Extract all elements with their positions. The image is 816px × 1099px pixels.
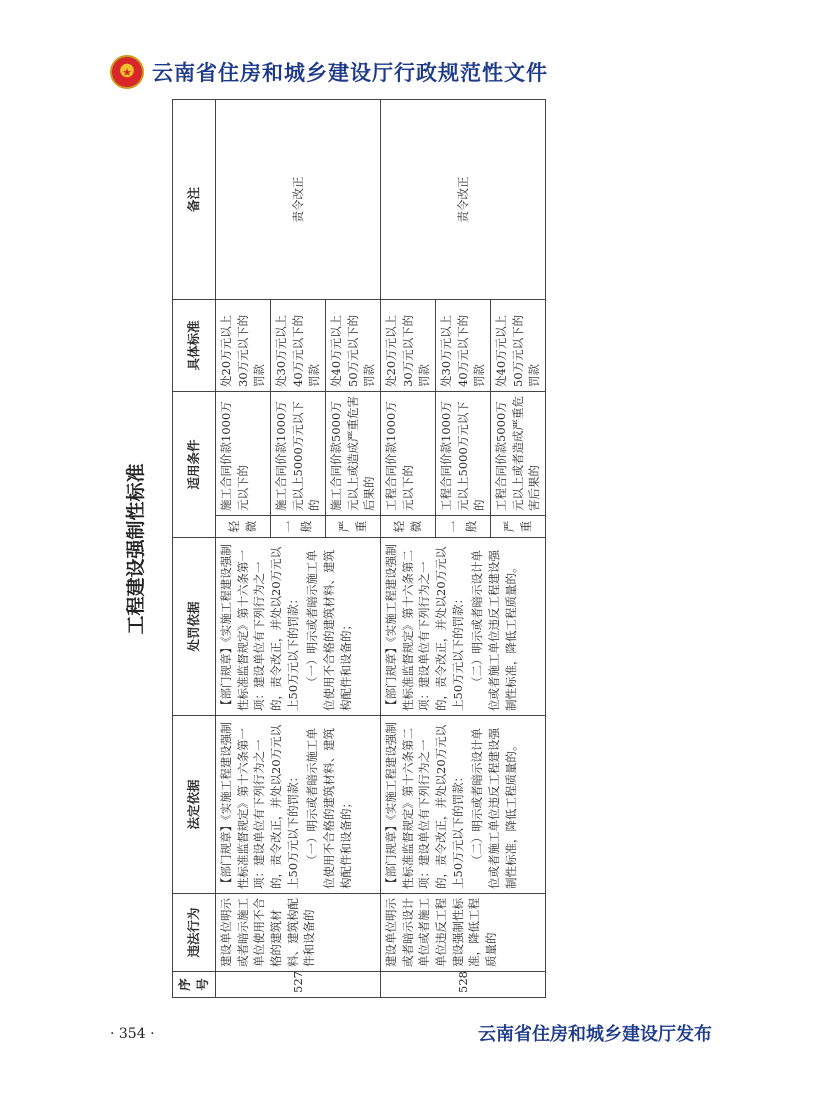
standard-cell: 处40万元以上50万元以下的罚款 bbox=[326, 299, 381, 391]
row-penalty-basis bbox=[381, 538, 546, 716]
header-legal: 法定依据 bbox=[173, 716, 216, 894]
standard-cell: 处20万元以上30万元以下的罚款 bbox=[216, 299, 271, 391]
penalty-para: 【部门规章】《实施工程建设强制性标准监督规定》第十六条第二项：建设单位有下列行为之一的，责令改正，并处以20万元以上50万元以下的罚款： bbox=[384, 544, 465, 711]
national-emblem-icon: ★ bbox=[110, 55, 144, 89]
legal-para: （一）明示或者暗示施工单位使用不合格的建筑材料、建筑构配件和设备的； bbox=[305, 728, 353, 889]
degree-cell: 一般 bbox=[436, 516, 491, 538]
degree-cell: 轻微 bbox=[216, 516, 271, 538]
header-act: 违法行为 bbox=[173, 894, 216, 972]
page-header bbox=[110, 52, 548, 92]
legal-para: （二）明示或者暗示设计单位或者施工单位违反工程建设强制性标准，降低工程质量的。 bbox=[470, 728, 518, 889]
header-standard: 具体标准 bbox=[173, 299, 216, 391]
publisher: 云南省住房和城乡建设厅发布 bbox=[478, 1024, 712, 1045]
table-row bbox=[216, 99, 271, 997]
header-penalty: 处罚依据 bbox=[173, 538, 216, 716]
document-title: 工程建设强制性标准 bbox=[125, 463, 147, 635]
condition-cell: 施工合同价款5000万元以上或造成严重危害后果的 bbox=[326, 391, 381, 515]
row-seq: 528 bbox=[381, 972, 546, 998]
row-legal-basis bbox=[216, 716, 381, 894]
rotated-content bbox=[104, 100, 540, 998]
header-seq: 序号 bbox=[173, 972, 216, 998]
standards-table bbox=[172, 99, 546, 998]
row-act: 建设单位明示或者暗示施工单位使用不合格的建筑材料、建筑构配件和设备的 bbox=[216, 894, 381, 972]
header-condition: 适用条件 bbox=[173, 391, 216, 537]
row-seq: 527 bbox=[216, 972, 381, 998]
standard-cell: 处40万元以上50万元以下的罚款 bbox=[491, 299, 546, 391]
degree-cell: 严重 bbox=[326, 516, 381, 538]
condition-cell: 施工合同价款1000万元以下的 bbox=[216, 391, 271, 515]
penalty-para: （一）明示或者暗示施工单位使用不合格的建筑材料、建筑构配件和设备的； bbox=[305, 550, 353, 711]
row-legal-basis bbox=[381, 716, 546, 894]
standard-cell: 处30万元以上40万元以下的罚款 bbox=[436, 299, 491, 391]
header-note: 备注 bbox=[173, 99, 216, 299]
standard-cell: 处20万元以上30万元以下的罚款 bbox=[381, 299, 436, 391]
row-penalty-basis bbox=[216, 538, 381, 716]
legal-para: 【部门规章】《实施工程建设强制性标准监督规定》第十六条第一项：建设单位有下列行为之一的，责令改正，并处以20万元以上50万元以下的罚款： bbox=[219, 722, 300, 889]
page-number: · 354 · bbox=[110, 1026, 155, 1042]
degree-cell: 严重 bbox=[491, 516, 546, 538]
legal-para: 【部门规章】《实施工程建设强制性标准监督规定》第十六条第二项：建设单位有下列行为之一的，责令改正，并处以20万元以上50万元以下的罚款： bbox=[384, 722, 465, 889]
penalty-para: （二）明示或者暗示设计单位或者施工单位违反工程建设强制性标准，降低工程质量的。 bbox=[470, 550, 518, 711]
penalty-para: 【部门规章】《实施工程建设强制性标准监督规定》第十六条第一项：建设单位有下列行为之一的，责令改正，并处以20万元以上50万元以下的罚款： bbox=[219, 544, 300, 711]
condition-cell: 施工合同价款1000万元以上5000万元以下的 bbox=[271, 391, 326, 515]
table-row bbox=[381, 99, 436, 997]
note-cell: 责令改正 bbox=[216, 99, 381, 299]
table-header-row bbox=[173, 99, 216, 997]
degree-cell: 一般 bbox=[271, 516, 326, 538]
degree-cell: 轻微 bbox=[381, 516, 436, 538]
condition-cell: 工程合同价款5000万元以上或者造成严重危害后果的 bbox=[491, 391, 546, 515]
row-act: 建设单位明示或者暗示设计单位或者施工单位违反工程建设强制性标准，降低工程质量的 bbox=[381, 894, 546, 972]
condition-cell: 工程合同价款1000万元以上5000万元以下的 bbox=[436, 391, 491, 515]
header-title: 云南省住房和城乡建设厅行政规范性文件 bbox=[152, 61, 548, 85]
note-cell: 责令改正 bbox=[381, 99, 546, 299]
standard-cell: 处30万元以上40万元以下的罚款 bbox=[271, 299, 326, 391]
condition-cell: 工程合同价款1000万元以下的 bbox=[381, 391, 436, 515]
